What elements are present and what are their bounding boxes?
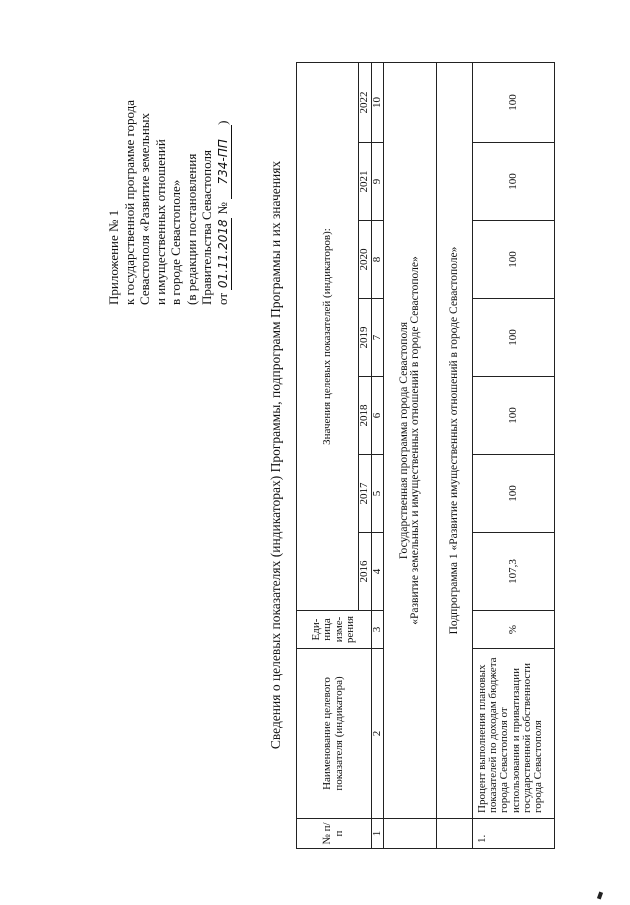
date-prefix: от xyxy=(214,292,230,305)
header-num: № п/п xyxy=(297,819,372,849)
col-number: 6 xyxy=(371,377,384,455)
col-number: 2 xyxy=(371,649,384,819)
closing-paren: ) xyxy=(214,120,230,125)
appendix-line: (в редакции постановления xyxy=(183,153,199,305)
indicator-row xyxy=(473,63,555,849)
appendix-line: Приложение № 1 xyxy=(106,209,121,305)
col-number: 4 xyxy=(371,533,384,611)
col-number: 5 xyxy=(371,455,384,533)
col-number: 1 xyxy=(371,819,384,849)
year-cell: 2016 xyxy=(359,533,372,611)
appendix-block xyxy=(106,45,232,305)
row-value: 100 xyxy=(473,143,555,221)
appendix-line: в городе Севастополе» xyxy=(168,179,183,305)
appendix-date-line xyxy=(215,45,233,305)
row-value: 107,3 xyxy=(473,533,555,611)
subprogram-cell: Подпрограмма 1 «Развитие имущественных отношений в городе Севастополе» xyxy=(437,63,473,819)
document-title: Сведения о целевых показателях (индикаторах) Программы, подпрограмм Программы и их значениях xyxy=(268,160,283,750)
year-cell: 2019 xyxy=(359,299,372,377)
subprogram-row xyxy=(437,63,473,849)
col-number: 9 xyxy=(371,143,384,221)
column-number-row xyxy=(371,63,384,849)
subprogram-num-cell xyxy=(437,819,473,849)
appendix-line: Правительства Севастополя xyxy=(199,150,214,305)
header-values-group: Значения целевых показателей (индикаторов): xyxy=(297,63,359,611)
appendix-line: Севастополя «Развитие земельных xyxy=(137,112,152,305)
program-num-cell xyxy=(384,819,437,849)
row-name: Процент выполнения плановых показателей по доходам бюджета города Севастополя от использования и приватизации государственной собственности города Севастополя xyxy=(473,649,555,819)
row-unit: % xyxy=(473,611,555,649)
row-value: 100 xyxy=(473,455,555,533)
year-cell: 2020 xyxy=(359,221,372,299)
year-cell: 2021 xyxy=(359,143,372,221)
col-number: 10 xyxy=(371,63,384,143)
year-cell: 2022 xyxy=(359,63,372,143)
handwritten-number: 734-ПП xyxy=(216,125,233,199)
indicators-table xyxy=(296,62,555,849)
program-row xyxy=(384,63,437,849)
year-cell: 2018 xyxy=(359,377,372,455)
program-cell xyxy=(384,63,437,819)
header-name: Наименование целевого показателя (индикатора) xyxy=(297,649,372,819)
col-number: 7 xyxy=(371,299,384,377)
program-line-1: Государственная программа города Севастополя xyxy=(397,321,410,560)
row-num: 1. xyxy=(473,819,555,849)
number-prefix: № xyxy=(214,202,230,215)
program-line-2: «Развитие земельных и имущественных отношений в городе Севастополе» xyxy=(409,256,421,625)
appendix-line: к государственной программе города xyxy=(121,99,137,305)
row-value: 100 xyxy=(473,299,555,377)
row-value: 100 xyxy=(473,221,555,299)
header-row xyxy=(297,63,359,849)
row-value: 100 xyxy=(473,63,555,143)
col-number: 3 xyxy=(371,611,384,649)
handwritten-date: 01.11.2018 xyxy=(216,218,233,290)
appendix-line: и имущественных отношений xyxy=(152,139,168,305)
header-unit: Еди-ница изме-рения xyxy=(297,611,372,649)
col-number: 8 xyxy=(371,221,384,299)
row-value: 100 xyxy=(473,377,555,455)
year-cell: 2017 xyxy=(359,455,372,533)
